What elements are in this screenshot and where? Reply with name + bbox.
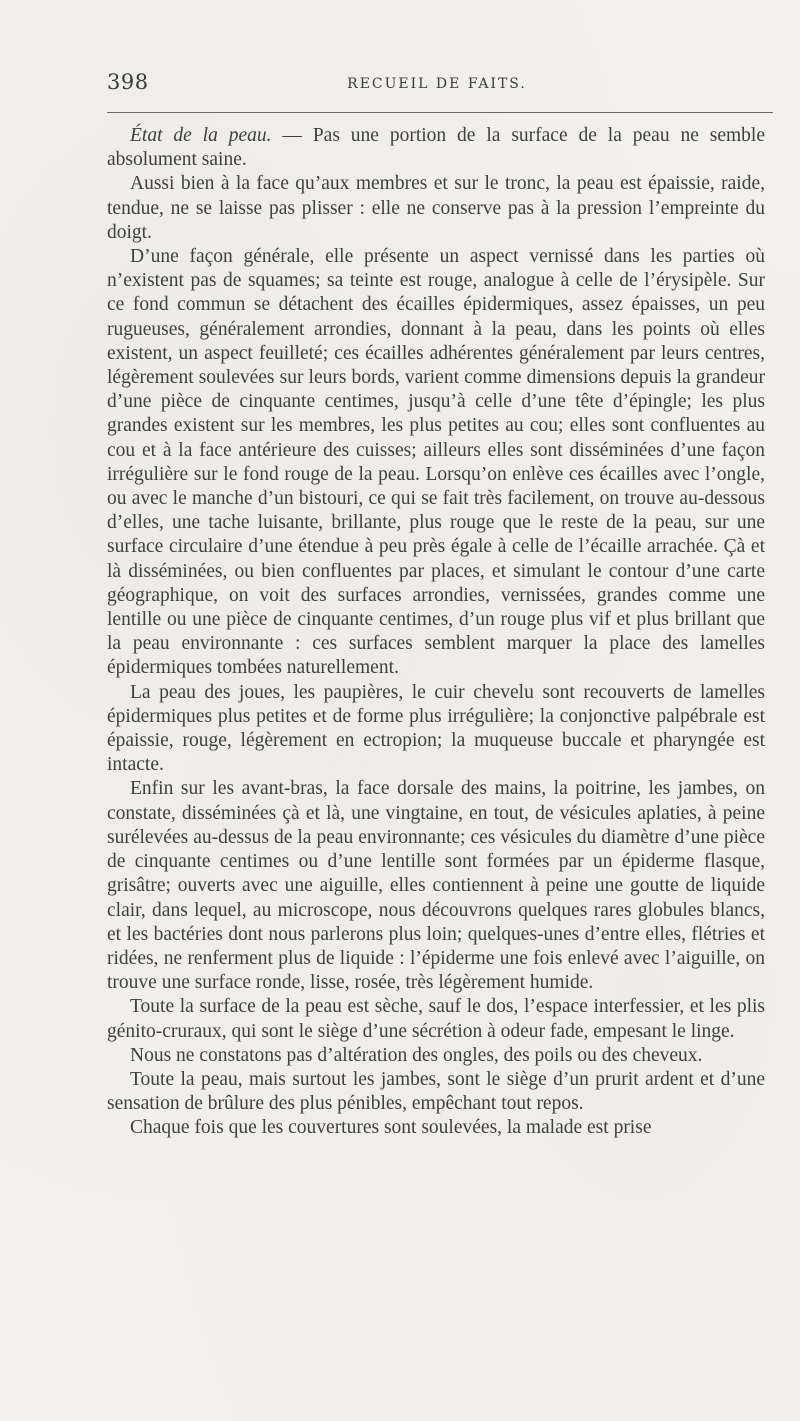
paragraph: Toute la peau, mais surtout les jambes, sont le siège d’un prurit ardent et d’une sensation de brûlure des plus pénibles, empêchant tout repos. — [107, 1068, 765, 1115]
paragraph: Chaque fois que les couvertures sont soulevées, la malade est prise — [130, 1117, 652, 1139]
page-header — [107, 66, 767, 106]
paragraph: Enfin sur les avant-bras, la face dorsale des mains, la poitrine, les jambes, on constate, disséminées çà et là, une vingtaine, en tout, de vésicules aplaties, à peine surélevées au-dessus de la peau environnante; ces vésicules du diamètre d’une pièce de cinquante centimes ou d’une lentille sont formées par un épiderme flasque, grisâtre; ouverts avec une aiguille, elles contiennent à peine une goutte de liquide clair, dans lequel, au microscope, nous découvrons quelques rares globules blancs, et les bactéries dont nous parlerons plus loin; quelques-unes d’entre elles, flétries et ridées, ne renferment plus de liquide : l’épiderme une fois enlevé avec l’aiguille, on trouve une surface ronde, lisse, rosée, très légèrement humide. — [107, 778, 765, 994]
paragraph: Nous ne constatons pas d’altération des ongles, des poils ou des cheveux. — [130, 1044, 703, 1066]
section-lead-italic: État de la peau. — [130, 125, 272, 146]
paragraph: Toute la surface de la peau est sèche, sauf le dos, l’espace interfessier, et les plis génito-cruraux, qui sont le siège d’une sécrétion à odeur fade, empesant le linge. — [107, 996, 765, 1042]
header-rule — [107, 112, 773, 113]
body-text — [107, 124, 765, 1141]
paragraph-text: — Pas une portion de la surface de la peau ne semble absolument saine. — [107, 125, 765, 171]
paragraph: La peau des joues, les paupières, le cuir chevelu sont recouverts de lamelles épidermiques plus petites et de forme plus irrégulière; la conjonctive palpébrale est épaissie, rouge, légèrement en ectropion; la muqueuse buccale et pharyngée est intacte. — [107, 681, 765, 776]
paragraph: Aussi bien à la face qu’aux membres et sur le tronc, la peau est épaissie, raide, tendue, ne se laisse pas plisser : elle ne conserve pas à la pression l’empreinte du doigt. — [107, 173, 765, 243]
paragraph: D’une façon générale, elle présente un aspect vernissé dans les parties où n’existent pas de squames; sa teinte est rouge, analogue à celle de l’érysipèle. Sur ce fond commun se détachent des écailles épidermiques, assez épaisses, un peu rugueuses, généralement arrondies, donnant à la peau, dans les points où elles existent, un aspect feuilleté; ces écailles adhérentes généralement par leurs centres, légèrement soulevées sur leurs bords, varient comme dimensions depuis la grandeur d’une pièce de cinquante centimes, jusqu’à celle d’une tête d’épingle; les plus grandes existent sur les membres, les plus petites au cou; elles sont confluentes au cou et à la face antérieure des cuisses; ailleurs elles sont disséminées d’une façon irrégulière sur le fond rouge de la peau. Lorsqu’on enlève ces écailles avec l’ongle, ou avec le manche d’un bistouri, ce qui se fait très facilement, on trouve au-dessous d’elles, une tache luisante, brillante, plus rouge que le reste de la peau, sur une surface circulaire d’une étendue à peu près égale à celle de l’écaille arrachée. Çà et là disséminées, ou bien confluentes par places, et simulant le contour d’une carte géographique, on voit des surfaces arrondies, vernissées, grandes comme une lentille ou une pièce de cinquante centimes, d’un rouge plus vif et plus brillant que la peau environnante : ces surfaces semblent marquer la place des lamelles épidermiques tombées naturellement. — [107, 246, 765, 679]
paragraph — [107, 124, 765, 172]
page-number: 398 — [107, 70, 149, 94]
running-head: RECUEIL DE FAITS. — [347, 76, 527, 92]
